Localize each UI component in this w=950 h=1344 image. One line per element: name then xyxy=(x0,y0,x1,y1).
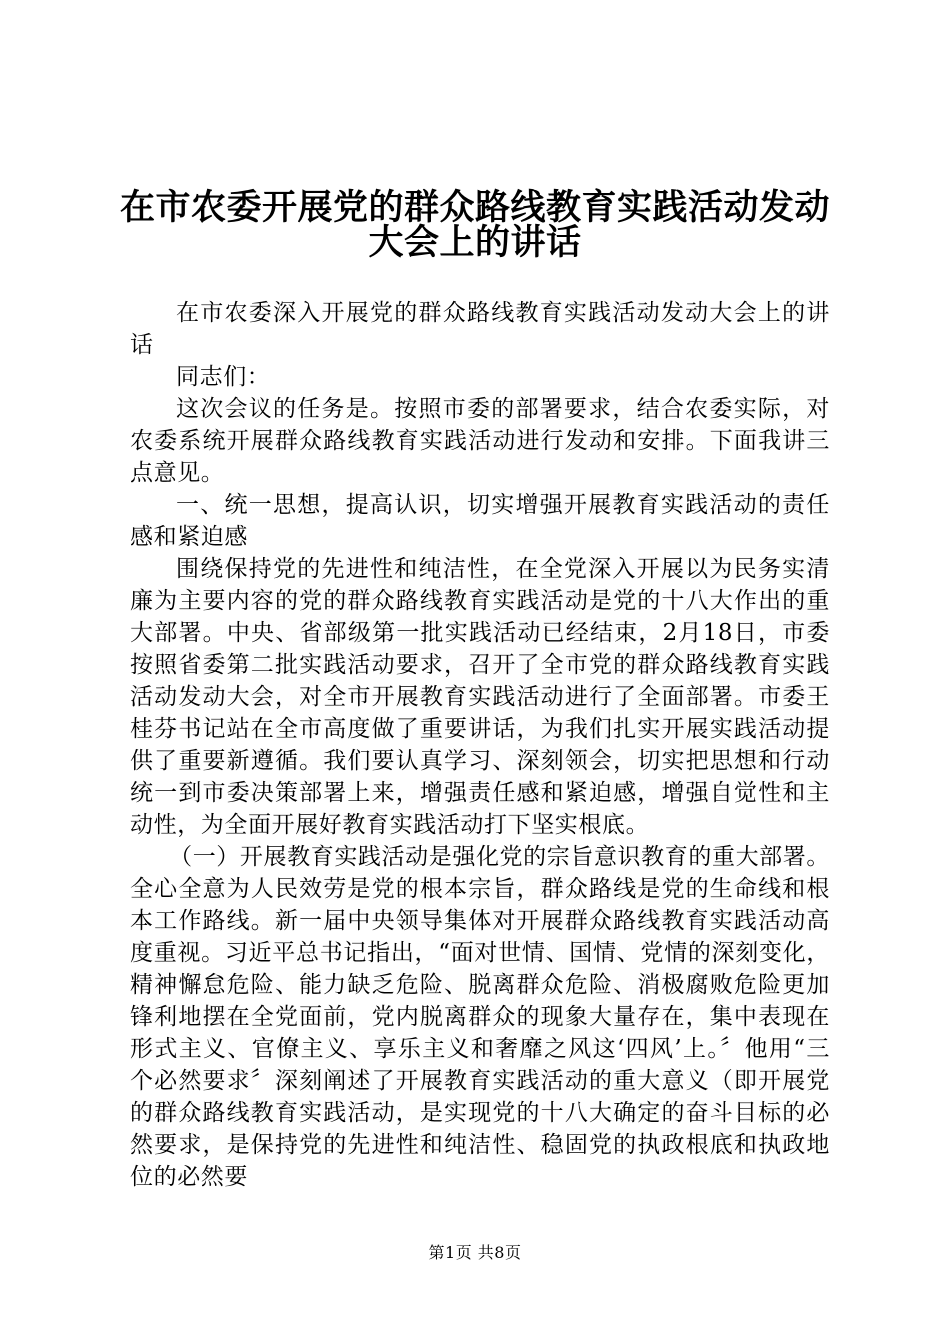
intro-paragraph: 这次会议的任务是。按照市委的部署要求，结合农委实际，对农委系统开展群众路线教育实践活动进行发动和安排。下面我讲三点意见。 xyxy=(130,396,830,486)
section-one-paragraph: 围绕保持党的先进性和纯洁性，在全党深入开展以为民务实清廉为主要内容的党的群众路线教育实践活动是党的十八大作出的重大部署。中央、省部级第一批实践活动已经结束，2月18日，市委按照省委第二批实践活动要求，召开了全市党的群众路线教育实践活动发动大会，对全市开展教育实践活动进行了全面部署。市委王桂芬书记站在全市高度做了重要讲话，为我们扎实开展实践活动提供了重要新遵循。我们要认真学习、深刻领会，切实把思想和行动统一到市委决策部署上来，增强责任感和紧迫感，增强自觉性和主动性，为全面开展好教育实践活动打下坚实根底。 xyxy=(130,556,830,838)
section-one-heading: 一、统一思想，提高认识，切实增强开展教育实践活动的责任感和紧迫感 xyxy=(130,492,830,550)
speech-heading-paragraph: 在市农委深入开展党的群众路线教育实践活动发动大会上的讲话 xyxy=(130,300,830,358)
subsection-one-paragraph: （一）开展教育实践活动是强化党的宗旨意识教育的重大部署。全心全意为人民效劳是党的根本宗旨，群众路线是党的生命线和根本工作路线。新一届中央领导集体对开展群众路线教育实践活动高度重视。习近平总书记指出，“面对世情、国情、党情的深刻变化，精神懈怠危险、能力缺乏危险、脱离群众危险、消极腐败危险更加锋利地摆在全党面前，党内脱离群众的现象大量存在，集中表现在形式主义、官僚主义、享乐主义和奢靡之风这‘四风’上。〞他用“三个必然要求〞深刻阐述了开展教育实践活动的重大意义（即开展党的群众路线教育实践活动，是实现党的十八大确定的奋斗目标的必然要求，是保持党的先进性和纯洁性、稳固党的执政根底和执政地位的必然要 xyxy=(130,844,830,1190)
document-title-line-2: 大会上的讲话 xyxy=(368,222,582,263)
document-title-line-1: 在市农委开展党的群众路线教育实践活动发动 xyxy=(119,187,830,228)
salutation-paragraph: 同志们： xyxy=(176,364,271,390)
page-footer: 第1页 共8页 xyxy=(428,1243,522,1262)
document-body xyxy=(130,297,830,1193)
